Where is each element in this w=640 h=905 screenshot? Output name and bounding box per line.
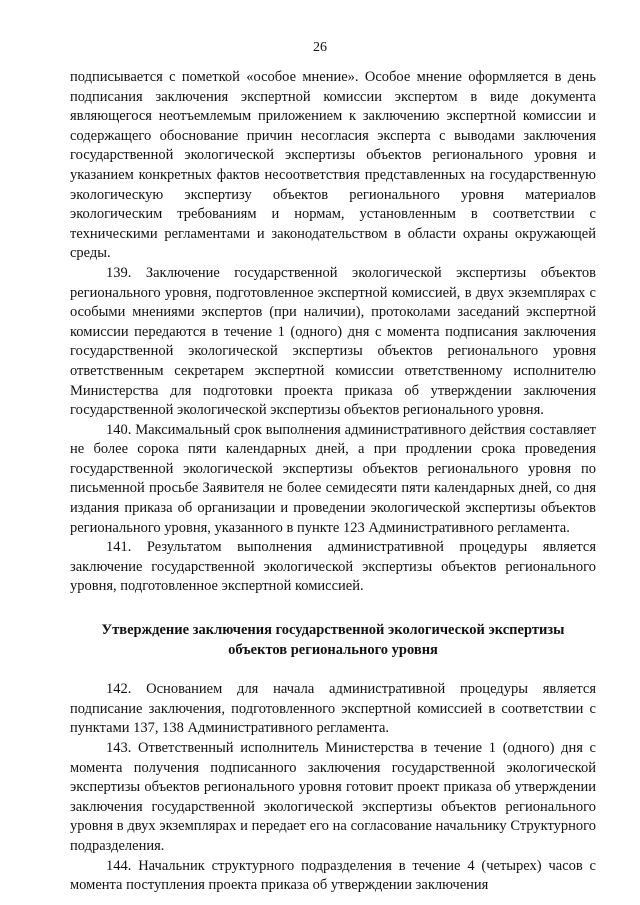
paragraph-140: 140. Максимальный срок выполнения административного действия составляет не более сорока пяти календарных дней, а при продлении срока проведения государственной экологической экспертизы объектов регионального уровня по письменной просьбе Заявителя не более семидесяти пяти календарных дней, со дня издания приказа об организации и проведении экологической экспертизы объектов регионального уровня, указанного в пункте 123 Административного регламента. <box>70 421 596 536</box>
paragraph-144: 144. Начальник структурного подразделения в течение 4 (четырех) часов с момента поступления проекта приказа об утверждении заключения <box>70 857 596 894</box>
document-body <box>70 68 596 896</box>
page-number: 26 <box>313 40 327 55</box>
paragraph-139: 139. Заключение государственной экологической экспертизы объектов регионального уровня, подготовленное экспертной комиссией, в двух экземплярах с особыми мнениями экспертов (при наличии), протоколами заседаний экспертной комиссии передаются в течение 1 (одного) дня с момента подписания заключения государственной экологической экспертизы объектов регионального уровня ответственным секретарем экспертной комиссии ответственному исполнителю Министерства для подготовки проекта приказа об утверждении заключения государственной экологической экспертизы объектов регионального уровня. <box>70 264 596 419</box>
paragraph-143: 143. Ответственный исполнитель Министерства в течение 1 (одного) дня с момента получения подписанного заключения государственной экологической экспертизы объектов регионального уровня готовит проект приказа об утверждении заключения государственной экологической экспертизы объектов регионального уровня в двух экземплярах и передает его на согласование начальнику Структурного подразделения. <box>70 740 596 854</box>
paragraph-142: 142. Основанием для начала административной процедуры является подписание заключения, подготовленного экспертной комиссией в соответствии с пунктами 137, 138 Административного регламента. <box>70 681 596 737</box>
section-heading: Утверждение заключения государственной экологической экспертизы объектов регионального уровня <box>101 622 565 658</box>
paragraph-continuation: подписывается с пометкой «особое мнение». Особое мнение оформляется в день подписания заключения экспертной комиссии экспертом в виде документа являющегося неотъемлемым приложением к заключению экспертной комиссии и содержащего обоснование причин несогласия эксперта с выводами заключения государственной экологической экспертизы объектов регионального уровня и указанием конкретных фактов несоответствия представленных на государственную экологическую экспертизу объектов регионального уровня материалов экологическим требованиям и нормам, установленным в соответствии с техническими регламентами и законодательством в области охраны окружающей среды. <box>70 69 596 262</box>
paragraph-141: 141. Результатом выполнения административной процедуры является заключение государственной экологической экспертизы объектов регионального уровня, подготовленное экспертной комиссией. <box>70 539 596 595</box>
